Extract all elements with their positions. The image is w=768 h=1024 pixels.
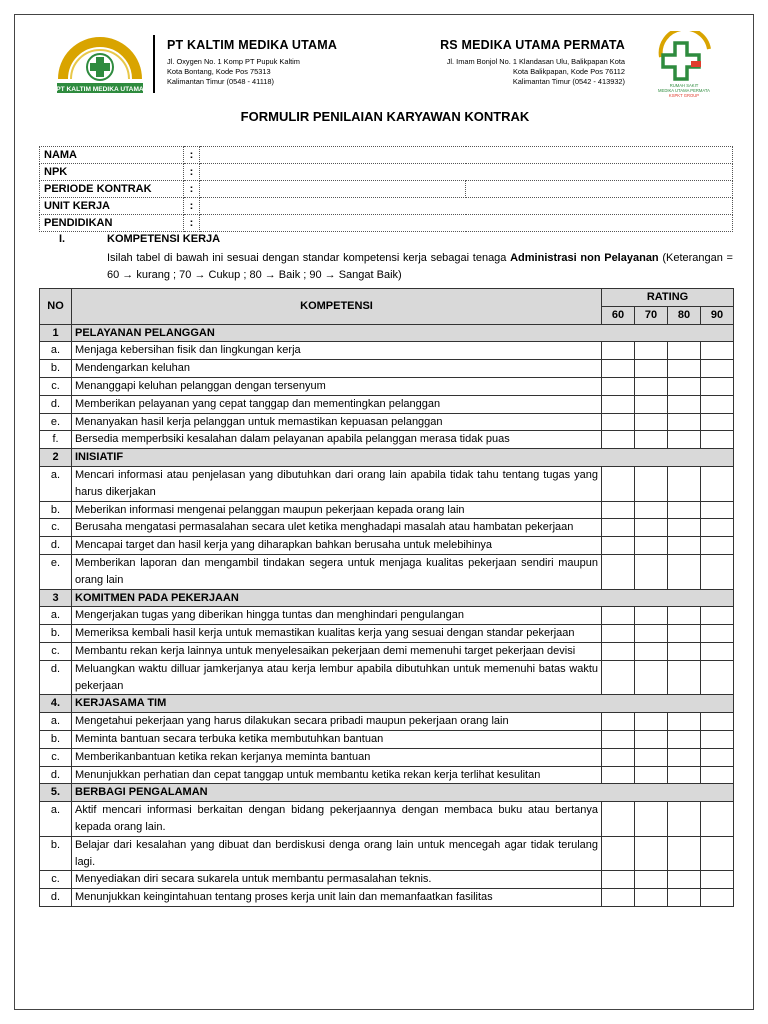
rating-70-header: 70 (635, 306, 668, 324)
logo-right-text-3: KSPKT GROUP (668, 93, 700, 98)
rating-90-cell[interactable] (701, 607, 734, 625)
rating-70-cell[interactable] (635, 748, 668, 766)
identity-row-unit (40, 198, 733, 215)
item-number: c. (40, 377, 72, 395)
npk-field[interactable] (200, 164, 733, 181)
rating-80-cell[interactable] (668, 554, 701, 589)
group-row (40, 449, 734, 467)
identity-colon: : (184, 181, 200, 198)
company-left (167, 37, 337, 87)
item-number: c. (40, 642, 72, 660)
company-right (440, 37, 625, 87)
group-title: KERJASAMA TIM (72, 695, 734, 713)
rating-80-cell[interactable] (668, 537, 701, 555)
competency-text: Meberikan informasi mengenai pelanggan maupun pekerjaan kepada orang lain (72, 501, 602, 519)
table-row (40, 642, 734, 660)
rating-70-cell[interactable] (635, 660, 668, 695)
company-left-address-2: Kota Bontang, Kode Pos 75313 (167, 67, 271, 76)
rating-60-cell[interactable] (602, 431, 635, 449)
rating-70-cell[interactable] (635, 802, 668, 837)
identity-label: NAMA (40, 147, 184, 164)
competency-text: Mengerjakan tugas yang diberikan hingga tuntas dan menghindari pengulangan (72, 607, 602, 625)
rating-80-cell[interactable] (668, 466, 701, 501)
rating-60-cell[interactable] (602, 730, 635, 748)
group-title: KOMITMEN PADA PEKERJAAN (72, 589, 734, 607)
table-row (40, 889, 734, 907)
rating-60-cell[interactable] (602, 607, 635, 625)
item-number: d. (40, 395, 72, 413)
identity-label: UNIT KERJA (40, 198, 184, 215)
group-title: INISIATIF (72, 449, 734, 467)
rating-90-cell[interactable] (701, 642, 734, 660)
item-number: e. (40, 413, 72, 431)
competency-text: Menanggapi keluhan pelanggan dengan tersenyum (72, 377, 602, 395)
competency-text: Membantu rekan kerja lainnya untuk menyelesaikan pekerjaan demi memenuhi target pekerjaan devisi (72, 642, 602, 660)
competency-text: Menanyakan hasil kerja pelanggan untuk memastikan kepuasan pelanggan (72, 413, 602, 431)
identity-row-nama (40, 147, 733, 164)
pendidikan-field[interactable] (200, 215, 733, 232)
rating-90-cell[interactable] (701, 342, 734, 360)
competency-table (39, 288, 734, 907)
group-row (40, 589, 734, 607)
rating-90-cell[interactable] (701, 748, 734, 766)
group-number: 1 (40, 324, 72, 342)
item-number: f. (40, 431, 72, 449)
table-row (40, 871, 734, 889)
rating-70-cell[interactable] (635, 501, 668, 519)
identity-label: PENDIDIKAN (40, 215, 184, 232)
rating-80-cell[interactable] (668, 642, 701, 660)
section-title: KOMPETENSI KERJA (107, 233, 221, 245)
identity-colon: : (184, 215, 200, 232)
rating-60-cell[interactable] (602, 519, 635, 537)
rating-70-cell[interactable] (635, 871, 668, 889)
col-header-no: NO (40, 289, 72, 325)
competency-text: Memberikanbantuan ketika rekan kerjanya meminta bantuan (72, 748, 602, 766)
identity-row-pendidikan (40, 215, 733, 232)
group-row (40, 324, 734, 342)
col-header-kompetensi: KOMPETENSI (72, 289, 602, 325)
logo-left-text: PT KALTIM MEDIKA UTAMA (56, 86, 144, 93)
table-row (40, 342, 734, 360)
group-title: PELAYANAN PELANGGAN (72, 324, 734, 342)
rating-60-cell[interactable] (602, 342, 635, 360)
rating-90-cell[interactable] (701, 501, 734, 519)
rating-80-header: 80 (668, 306, 701, 324)
rating-80-cell[interactable] (668, 802, 701, 837)
table-row (40, 360, 734, 378)
medika-utama-permata-logo (651, 31, 717, 99)
competency-text: Mengetahui pekerjaan yang harus dilakukan secara pribadi maupun pekerjaan orang lain (72, 713, 602, 731)
rating-60-cell[interactable] (602, 660, 635, 695)
item-number: a. (40, 466, 72, 501)
rating-60-cell[interactable] (602, 625, 635, 643)
rating-80-cell[interactable] (668, 625, 701, 643)
rating-70-cell[interactable] (635, 730, 668, 748)
letterhead (15, 15, 755, 105)
rating-90-cell[interactable] (701, 395, 734, 413)
rating-70-cell[interactable] (635, 889, 668, 907)
identity-colon: : (184, 198, 200, 215)
item-number: b. (40, 625, 72, 643)
identity-row-npk (40, 164, 733, 181)
rating-60-cell[interactable] (602, 748, 635, 766)
table-row (40, 802, 734, 837)
rating-90-header: 90 (701, 306, 734, 324)
item-number: d. (40, 889, 72, 907)
desc-part: Isilah tabel di bawah ini sesuai dengan standar kompetensi kerja sebagai tenaga (107, 252, 511, 264)
competency-text: Meluangkan waktu dilluar jamkerjanya atau kerja lembur apabila dibutuhkan untuk memenuhi batas waktu pekerjaan (72, 660, 602, 695)
identity-label: PERIODE KONTRAK (40, 181, 184, 198)
rating-60-cell[interactable] (602, 554, 635, 589)
rating-70-cell[interactable] (635, 377, 668, 395)
identity-row-periode (40, 181, 733, 198)
table-row (40, 748, 734, 766)
table-row (40, 501, 734, 519)
rating-80-cell[interactable] (668, 836, 701, 871)
table-row (40, 625, 734, 643)
company-right-address-1: Jl. Imam Bonjol No. 1 Klandasan Ulu, Balikpapan Kota (446, 57, 625, 66)
competency-text: Berusaha mengatasi permasalahan secara ulet ketika menghadapi masalah atau hambatan pekerjaan (72, 519, 602, 537)
item-number: b. (40, 501, 72, 519)
rating-70-cell[interactable] (635, 342, 668, 360)
desc-bold: Administrasi non Pelayanan (510, 252, 659, 264)
group-number: 4. (40, 695, 72, 713)
rating-70-cell[interactable] (635, 607, 668, 625)
rating-90-cell[interactable] (701, 466, 734, 501)
item-number: c. (40, 871, 72, 889)
rating-70-cell[interactable] (635, 431, 668, 449)
table-row (40, 713, 734, 731)
competency-text: Belajar dari kesalahan yang dibuat dan berdiskusi denga orang lain untuk mencegah agar tidak terulang lagi. (72, 836, 602, 871)
logo-right-text-1: RUMAH SAKIT (669, 83, 699, 88)
table-row (40, 537, 734, 555)
company-right-name: RS MEDIKA UTAMA PERMATA (440, 38, 625, 52)
identity-colon: : (184, 147, 200, 164)
rating-80-cell[interactable] (668, 431, 701, 449)
competency-text: Menunjukkan perhatian dan cepat tanggap untuk membantu ketika rekan kerja terlihat kesulitan (72, 766, 602, 784)
competency-text: Mencari informasi atau penjelasan yang dibutuhkan dari orang lain apabila tidak tahu tentang tugas yang harus dikerjakan (72, 466, 602, 501)
form-page (14, 14, 754, 1010)
item-number: a. (40, 713, 72, 731)
group-row (40, 784, 734, 802)
rating-80-cell[interactable] (668, 413, 701, 431)
table-row (40, 431, 734, 449)
competency-text: Mendengarkan keluhan (72, 360, 602, 378)
rating-90-cell[interactable] (701, 360, 734, 378)
rating-80-cell[interactable] (668, 730, 701, 748)
rating-70-cell[interactable] (635, 554, 668, 589)
item-number: e. (40, 554, 72, 589)
rating-80-cell[interactable] (668, 342, 701, 360)
rating-70-cell[interactable] (635, 537, 668, 555)
rating-90-cell[interactable] (701, 431, 734, 449)
periode-start-field[interactable] (200, 181, 466, 198)
table-row (40, 554, 734, 589)
item-number: d. (40, 766, 72, 784)
table-row (40, 413, 734, 431)
table-row (40, 377, 734, 395)
table-row (40, 730, 734, 748)
group-number: 3 (40, 589, 72, 607)
item-number: a. (40, 342, 72, 360)
section-number: I. (59, 233, 66, 245)
rating-60-cell[interactable] (602, 413, 635, 431)
item-number: a. (40, 802, 72, 837)
competency-text: Memeriksa kembali hasil kerja untuk memastikan kualitas kerja yang sesuai dengan standar pekerjaan (72, 625, 602, 643)
form-title: FORMULIR PENILAIAN KARYAWAN KONTRAK (240, 109, 530, 124)
item-number: a. (40, 607, 72, 625)
rating-90-cell[interactable] (701, 802, 734, 837)
competency-text: Menjaga kebersihan fisik dan lingkungan kerja (72, 342, 602, 360)
rating-80-cell[interactable] (668, 377, 701, 395)
rating-60-cell[interactable] (602, 766, 635, 784)
rating-60-cell[interactable] (602, 466, 635, 501)
rating-60-cell[interactable] (602, 802, 635, 837)
periode-end-field[interactable] (466, 181, 733, 198)
rating-90-cell[interactable] (701, 713, 734, 731)
rating-90-cell[interactable] (701, 413, 734, 431)
rating-70-cell[interactable] (635, 642, 668, 660)
rating-70-cell[interactable] (635, 360, 668, 378)
rating-80-cell[interactable] (668, 713, 701, 731)
table-row (40, 395, 734, 413)
rating-60-cell[interactable] (602, 537, 635, 555)
col-header-rating: RATING (602, 289, 734, 307)
identity-label: NPK (40, 164, 184, 181)
rating-60-cell[interactable] (602, 360, 635, 378)
rating-60-cell[interactable] (602, 642, 635, 660)
rating-90-cell[interactable] (701, 519, 734, 537)
competency-text: Menyediakan diri secara sukarela untuk membantu permasalahan teknis. (72, 871, 602, 889)
rating-60-cell[interactable] (602, 889, 635, 907)
rating-90-cell[interactable] (701, 537, 734, 555)
rating-80-cell[interactable] (668, 501, 701, 519)
section-description (107, 250, 733, 284)
group-title: BERBAGI PENGALAMAN (72, 784, 734, 802)
company-left-address-3: Kalimantan Timur (0548 - 41118) (167, 77, 274, 86)
group-number: 5. (40, 784, 72, 802)
table-row (40, 607, 734, 625)
item-number: b. (40, 360, 72, 378)
item-number: d. (40, 537, 72, 555)
rating-90-cell[interactable] (701, 377, 734, 395)
item-number: b. (40, 730, 72, 748)
company-left-address-1: Jl. Oxygen No. 1 Komp PT Pupuk Kaltim (167, 57, 300, 66)
nama-field[interactable] (200, 147, 733, 164)
rating-80-cell[interactable] (668, 360, 701, 378)
identity-colon: : (184, 164, 200, 181)
rating-90-cell[interactable] (701, 625, 734, 643)
competency-text: Aktif mencari informasi berkaitan dengan bidang pekerjaannya dengan membaca buku atau bertanya kepada orang lain. (72, 802, 602, 837)
company-right-address-2: Kota Balikpapan, Kode Pos 76112 (512, 67, 625, 76)
table-row (40, 766, 734, 784)
rating-60-cell[interactable] (602, 871, 635, 889)
table-row (40, 519, 734, 537)
rating-90-cell[interactable] (701, 660, 734, 695)
rating-60-cell[interactable] (602, 713, 635, 731)
rating-70-cell[interactable] (635, 713, 668, 731)
table-row (40, 660, 734, 695)
rating-70-cell[interactable] (635, 395, 668, 413)
rating-90-cell[interactable] (701, 554, 734, 589)
rating-70-cell[interactable] (635, 625, 668, 643)
item-number: b. (40, 836, 72, 871)
rating-90-cell[interactable] (701, 871, 734, 889)
desc-part: (Keterangan = 60 → kurang ; 70 → Cukup ; 80 → Baik ; 90 → Sangat Baik) (107, 252, 733, 281)
competency-text: Meminta bantuan secara terbuka ketika membutuhkan bantuan (72, 730, 602, 748)
rating-70-cell[interactable] (635, 836, 668, 871)
company-right-address-3: Kalimantan Timur (0542 - 413932) (512, 77, 625, 86)
rating-80-cell[interactable] (668, 607, 701, 625)
rating-80-cell[interactable] (668, 871, 701, 889)
rating-90-cell[interactable] (701, 836, 734, 871)
rating-80-cell[interactable] (668, 395, 701, 413)
rating-90-cell[interactable] (701, 730, 734, 748)
rating-60-cell[interactable] (602, 395, 635, 413)
rating-60-header: 60 (602, 306, 635, 324)
rating-60-cell[interactable] (602, 377, 635, 395)
identity-table (39, 146, 733, 232)
rating-80-cell[interactable] (668, 660, 701, 695)
rating-80-cell[interactable] (668, 748, 701, 766)
header-divider (153, 35, 155, 93)
rating-60-cell[interactable] (602, 836, 635, 871)
rating-80-cell[interactable] (668, 519, 701, 537)
item-number: c. (40, 519, 72, 537)
competency-text: Memberikan pelayanan yang cepat tanggap dan mementingkan pelanggan (72, 395, 602, 413)
item-number: c. (40, 748, 72, 766)
competency-text: Mencapai target dan hasil kerja yang diharapkan bahkan berusaha untuk melebihinya (72, 537, 602, 555)
rating-70-cell[interactable] (635, 413, 668, 431)
company-left-name: PT KALTIM MEDIKA UTAMA (167, 38, 338, 52)
rating-80-cell[interactable] (668, 766, 701, 784)
rating-70-cell[interactable] (635, 466, 668, 501)
rating-90-cell[interactable] (701, 889, 734, 907)
competency-text: Memberikan laporan dan mengambil tindakan segera untuk menjaga kualitas pekerjaan sendiri maupun orang lain (72, 554, 602, 589)
item-number: d. (40, 660, 72, 695)
rating-70-cell[interactable] (635, 766, 668, 784)
rating-60-cell[interactable] (602, 501, 635, 519)
rating-70-cell[interactable] (635, 519, 668, 537)
rating-80-cell[interactable] (668, 889, 701, 907)
kaltim-medika-utama-logo (55, 33, 145, 95)
table-row (40, 466, 734, 501)
unit-kerja-field[interactable] (200, 198, 733, 215)
group-row (40, 695, 734, 713)
table-row (40, 836, 734, 871)
logo-right-text-2: MEDIKA UTAMA PERMATA (658, 88, 710, 93)
competency-text: Menunjukkan keingintahuan tentang proses kerja unit lain dan memanfaatkan fasilitas (72, 889, 602, 907)
rating-90-cell[interactable] (701, 766, 734, 784)
group-number: 2 (40, 449, 72, 467)
competency-text: Bersedia memperbsiki kesalahan dalam pelayanan apabila pelanggan merasa tidak puas (72, 431, 602, 449)
